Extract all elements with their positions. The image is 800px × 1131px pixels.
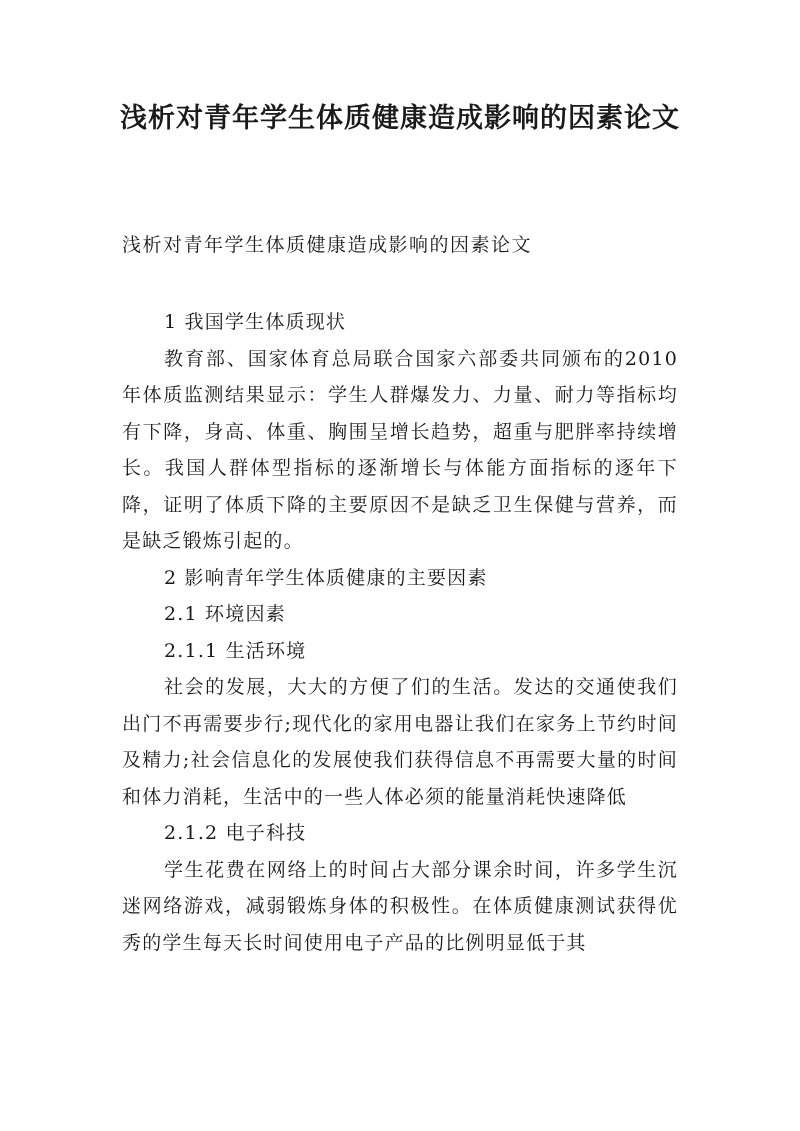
document-title: 浅析对青年学生体质健康造成影响的因素论文 — [120, 103, 680, 134]
paragraph-physique-status: 教育部、国家体育总局联合国家六部委共同颁布的2010年体质监测结果显示：学生人群爆发力、力量、耐力等指标均有下降，身高、体重、胸围呈增长趋势，超重与肥胖率持续增长。我国人群体型指标的逐渐增长与体能方面指标的逐年下降，证明了体质下降的主要原因不是缺乏卫生保健与营养，而是缺乏锻炼引起的。 — [122, 347, 678, 552]
paragraph-living-environment: 社会的发展，大大的方便了们的生活。发达的交通使我们出门不再需要步行;现代化的家用电器让我们在家务上节约时间及精力;社会信息化的发展使我们获得信息不再需要大量的时间和体力消耗，生活中的一些人体必须的能量消耗快速降低 — [122, 676, 678, 808]
section-heading-2: 2 影响青年学生体质健康的主要因素 — [164, 566, 488, 589]
section-heading-2-1: 2.1 环境因素 — [164, 603, 286, 625]
section-heading-2-1-2: 2.1.2 电子科技 — [164, 822, 307, 844]
section-heading-1: 1 我国学生体质现状 — [164, 311, 347, 333]
paragraph-electronic-tech: 学生花费在网络上的时间占大部分课余时间，许多学生沉迷网络游戏，减弱锻炼身体的积极性。在体质健康测试获得优秀的学生每天长时间使用电子产品的比例明显低于其 — [122, 858, 678, 954]
document-body — [122, 304, 678, 961]
document-subtitle: 浅析对青年学生体质健康造成影响的因素论文 — [122, 234, 533, 256]
section-heading-2-1-1: 2.1.1 生活环境 — [164, 639, 307, 662]
